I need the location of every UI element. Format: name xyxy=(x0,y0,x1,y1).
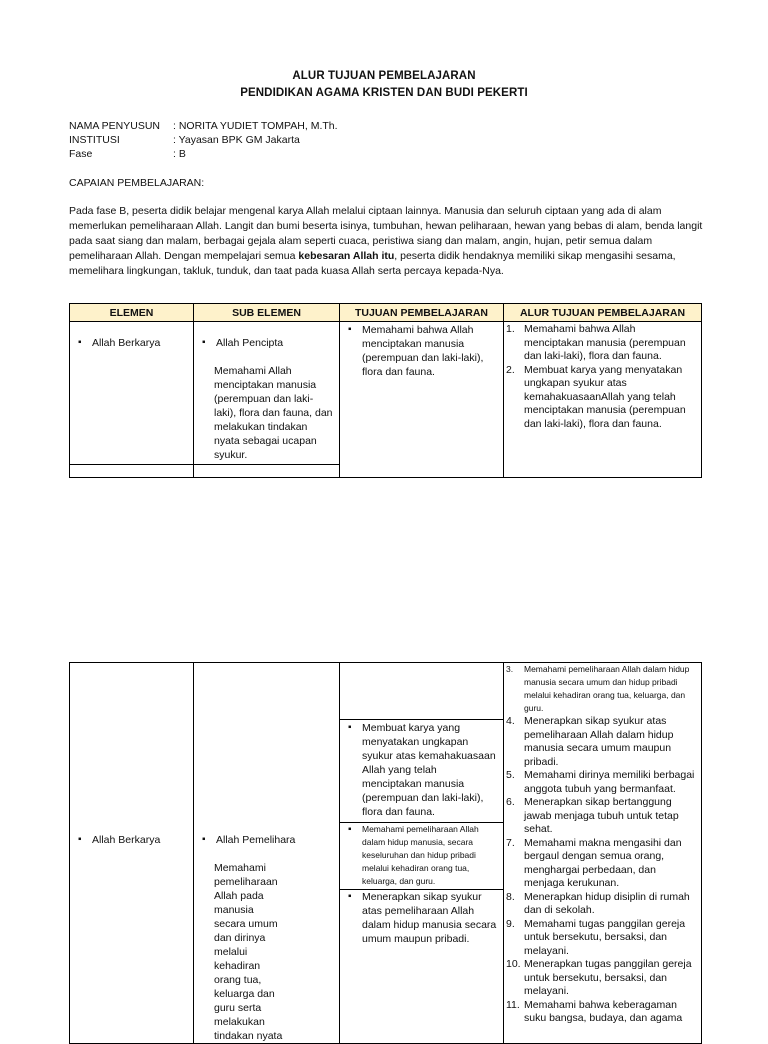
tujuan-item: ▪ Menerapkan sikap syukur atas pemeliharaan Allah dalam hidup manusia secara umum maupun pribadi. xyxy=(340,890,497,946)
alur-text: Menerapkan sikap bertanggung jawab menjaga tubuh untuk tetap sehat. xyxy=(524,796,679,835)
table-row xyxy=(70,322,702,465)
meta-row-institusi xyxy=(69,134,300,146)
sub-elemen-desc: Memahami pemeliharaan Allah pada manusia secara umum dan dirinya melalui kehadiran orang tua, keluarga dan guru serta melakukan tindakan nyata xyxy=(214,862,283,1042)
meta-row-fase xyxy=(69,148,186,160)
alur-number: 8. xyxy=(506,890,515,903)
cell-alur xyxy=(504,663,702,1044)
alur-item xyxy=(504,918,699,959)
alur-item xyxy=(504,364,697,432)
alur-number: 9. xyxy=(506,917,515,930)
para-text: Pada fase B, peserta didik belajar mengenal karya Allah melalui ciptaan lainnya. Manusia dan seluruh ciptaan yang ada di alam memerlukan pemeliharaan Allah. Langit dan bumi beserta isinya, tumbuhan, hewan peliharaan, hewan yang bebas di alam, benda langit pada saat siang dan malam, berbagai gejala alam seperti cuaca, peristiwa siang dan malam, angin, hujan, petir semua dalam pemeliharaan Allah. Dengan mempelajari semua xyxy=(69,205,703,262)
cell-tujuan xyxy=(340,890,504,1044)
cell-empty xyxy=(70,465,194,478)
cell-sub-elemen xyxy=(194,322,340,465)
alur-item xyxy=(504,323,697,364)
table-header-row xyxy=(70,304,702,322)
cell-elemen xyxy=(70,322,194,465)
meta-value: : NORITA YUDIET TOMPAH, M.Th. xyxy=(173,120,338,132)
capaian-paragraph xyxy=(69,204,709,279)
alur-number: 2. xyxy=(506,363,515,376)
alur-item xyxy=(504,796,699,837)
cell-tujuan xyxy=(340,822,504,890)
header-sub-elemen: SUB ELEMEN xyxy=(194,304,340,322)
alur-text: Memahami bahwa keberagaman suku bangsa, budaya, dan agama xyxy=(524,998,683,1024)
table-row xyxy=(70,663,702,720)
meta-value: : Yayasan BPK GM Jakarta xyxy=(173,134,300,146)
cell-elemen xyxy=(70,663,194,1044)
alur-number: 7. xyxy=(506,836,515,849)
cell-sub-elemen xyxy=(194,663,340,1044)
alur-number: 11. xyxy=(506,998,520,1011)
tujuan-item: ▪ Membuat karya yang menyatakan ungkapan syukur atas kemahakuasaan Allah yang telah menciptakan manusia (perempuan dan laki-laki), flora dan fauna. xyxy=(340,721,497,819)
alur-item xyxy=(504,891,699,918)
meta-row-penyusun xyxy=(69,120,338,132)
table-atp-1 xyxy=(69,303,702,478)
tujuan-item: ▪ Memahami bahwa Allah menciptakan manusia (perempuan dan laki-laki), flora dan fauna. xyxy=(340,323,497,379)
alur-number: 4. xyxy=(506,715,515,727)
alur-item xyxy=(504,715,699,769)
alur-text: Menerapkan tugas panggilan gereja untuk bersekutu, bersaksi, dan melayani. xyxy=(524,958,692,997)
cell-tujuan-empty xyxy=(340,663,504,720)
table-atp-2 xyxy=(69,662,702,1044)
alur-item xyxy=(504,999,699,1026)
alur-text: Memahami bahwa Allah menciptakan manusia (perempuan dan laki-laki), flora dan fauna. xyxy=(524,323,686,362)
alur-number: 3. xyxy=(506,664,514,674)
sub-elemen-desc: Memahami Allah menciptakan manusia (perempuan dan laki-laki), flora dan fauna, dan melakukan tindakan nyata sebagai ucapan syukur. xyxy=(214,365,333,461)
alur-number: 1. xyxy=(506,323,515,335)
alur-item xyxy=(504,769,699,796)
doc-subtitle: PENDIDIKAN AGAMA KRISTEN DAN BUDI PEKERTI xyxy=(240,87,528,99)
meta-label: Fase xyxy=(69,148,93,160)
alur-text: Memahami tugas panggilan gereja untuk bersekutu, bersaksi, dan melayani. xyxy=(524,917,686,957)
alur-number: 6. xyxy=(506,796,515,808)
cell-tujuan xyxy=(340,322,504,478)
alur-item xyxy=(504,663,699,715)
para-bold: kebesaran Allah itu xyxy=(298,250,395,262)
sub-elemen-title: ▪ Allah Pemelihara xyxy=(194,833,339,847)
sub-elemen-title: ▪ Allah Pencipta xyxy=(194,336,339,350)
capaian-label: CAPAIAN PEMBELAJARAN: xyxy=(69,177,205,189)
header-elemen: ELEMEN xyxy=(70,304,194,322)
cell-alur xyxy=(504,322,702,478)
meta-value: : B xyxy=(173,148,186,160)
alur-item xyxy=(504,958,699,999)
elemen-item: ▪ Allah Berkarya xyxy=(70,833,193,847)
meta-label: INSTITUSI xyxy=(69,134,120,146)
tujuan-item: ▪ Memahami pemeliharaan Allah dalam hidup manusia, secara keseluruhan dan hidup pribadi melalui kehadiran orang tua, keluarga, dan guru. xyxy=(340,823,499,888)
meta-label: NAMA PENYUSUN xyxy=(69,120,161,132)
alur-text: Menerapkan sikap syukur atas pemeliharaan Allah dalam hidup manusia secara umum maupun pribadi. xyxy=(524,715,674,768)
header-alur: ALUR TUJUAN PEMBELAJARAN xyxy=(504,304,702,322)
elemen-item: ▪ Allah Berkarya xyxy=(70,336,193,350)
alur-text: Membuat karya yang menyatakan ungkapan syukur atas kemahakuasaanAllah yang telah menciptakan manusia (perempuan dan laki-laki), flora dan fauna. xyxy=(524,363,686,430)
alur-text: Memahami makna mengasihi dan bergaul dengan semua orang, menghargai perbedaan, dan menjaga kerukunan. xyxy=(524,836,682,889)
header-tujuan: TUJUAN PEMBELAJARAN xyxy=(340,304,504,322)
alur-text: Memahami dirinya memiliki berbagai anggota tubuh yang bermanfaat. xyxy=(524,769,695,795)
doc-title: ALUR TUJUAN PEMBELAJARAN xyxy=(292,70,476,82)
alur-item xyxy=(504,837,699,891)
alur-text: Memahami pemeliharaan Allah dalam hidup manusia secara umum dan hidup pribadi melalui kehadiran orang tua, keluarga, dan guru. xyxy=(524,664,690,713)
alur-text: Menerapkan hidup disiplin di rumah dan di sekolah. xyxy=(524,890,690,916)
cell-empty xyxy=(194,465,340,478)
para-text: , peserta didik hendaknya memiliki sikap mengasihi sesama, memelihara lingkungan, takluk, tunduk, dan taat pada kuasa Allah serta percaya kepada-Nya. xyxy=(69,250,676,277)
alur-number: 10. xyxy=(506,958,521,970)
alur-number: 5. xyxy=(506,769,515,781)
cell-tujuan xyxy=(340,720,504,822)
